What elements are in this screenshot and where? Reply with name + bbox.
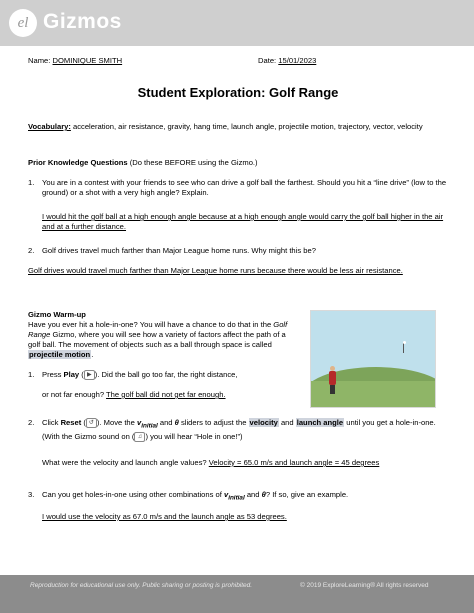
gizmos-header [0, 0, 474, 46]
launch-angle-term: launch angle [296, 418, 344, 427]
answer-text: Velocity = 65.0 m/s and launch angle = 45 degrees [208, 458, 380, 467]
question-text: Golf drives travel much farther than Major League home runs. Why might this be? [42, 246, 316, 255]
prior-knowledge-heading: Prior Knowledge Questions [28, 158, 128, 167]
student-name-line [28, 56, 122, 66]
vocabulary [28, 122, 448, 132]
step-number: 1. [28, 370, 35, 379]
sound-icon: ♫ [134, 432, 145, 442]
page-footer [0, 575, 474, 613]
step-text: Click Reset ( ↺ ). Move the $v_{initial}$ and θ sliders to adjust the velocity and launch angle until you get a hole-in-one. (With the Gizmo sound on ( ♫ ) you will hear “Hole in one!”) [42, 418, 436, 441]
vocabulary-label: Vocabulary: [28, 122, 71, 131]
flag-pole-icon [403, 343, 404, 353]
date-value: 15/01/2023 [278, 56, 317, 65]
answer-text: Golf drives would travel much farther than Major League home runs because there would be less air resistance. [28, 266, 403, 275]
name-value: DOMINIQUE SMITH [52, 56, 123, 65]
velocity-term: velocity [249, 418, 278, 427]
play-icon: ▶ [84, 370, 95, 380]
name-label: Name: [28, 56, 51, 65]
brand-name: Gizmos [43, 10, 122, 33]
date-line [258, 56, 316, 66]
reset-icon: ↺ [86, 418, 97, 428]
prior-knowledge-note: (Do these BEFORE using the Gizmo.) [127, 158, 258, 167]
prior-knowledge-heading-line [28, 158, 448, 168]
warmup-section [28, 310, 298, 360]
warmup-heading: Gizmo Warm-up [28, 310, 86, 319]
warmup-intro: Have you ever hit a hole-in-one? You will have a chance to do that in the Golf Range Gizmo, where you will see how a variety of factors affect the path of a golf ball. The movement of objects such as a ball through space is called projectile motion. [28, 320, 288, 359]
page-title: Student Exploration: Golf Range [137, 85, 339, 100]
question-text: You are in a contest with your friends to see who can drive a golf ball the farthest. Should you hit a “line drive” (low to the ground) or a shot with a very high angle? Explain. [42, 178, 447, 197]
answer-text: I would use the velocity as 67.0 m/s and the launch angle as 53 degrees. [42, 512, 287, 521]
question-number: 1. [28, 178, 35, 187]
golfer-body [329, 371, 336, 385]
step-question: What were the velocity and launch angle values? Velocity = 65.0 m/s and launch angle = 45 degrees [42, 458, 380, 467]
footer-copyright: © 2019 ExploreLearning® All rights reserved [300, 582, 429, 589]
step-number: 3. [28, 490, 35, 499]
golf-ball-icon [403, 341, 406, 344]
step-text: Press Play ( ▶ ). Did the ball go too far, the right distance, [42, 370, 238, 379]
step-answer-line: or not far enough? The golf ball did not get far enough. [42, 390, 226, 399]
explorelearning-logo-icon: el [9, 9, 37, 37]
question-number: 2. [28, 246, 35, 255]
answer-text: The golf ball did not get far enough. [106, 390, 226, 399]
prior-knowledge-section [28, 158, 448, 275]
answer-text: I would hit the golf ball at a high enough angle because at a high enough angle would carry the golf ball higher in the air and at a further distance. [42, 212, 444, 231]
step-number: 2. [28, 418, 35, 427]
vocabulary-text: acceleration, air resistance, gravity, hang time, launch angle, projectile motion, trajectory, vector, velocity [70, 122, 423, 131]
footer-disclaimer: Reproduction for educational use only. Public sharing or posting is prohibited. [30, 582, 253, 589]
step-text: Can you get holes-in-one using other combinations of $v_{initial}$ and θ? If so, give an example. [42, 490, 349, 502]
date-label: Date: [258, 56, 277, 65]
projectile-motion-term: projectile motion [29, 350, 91, 359]
